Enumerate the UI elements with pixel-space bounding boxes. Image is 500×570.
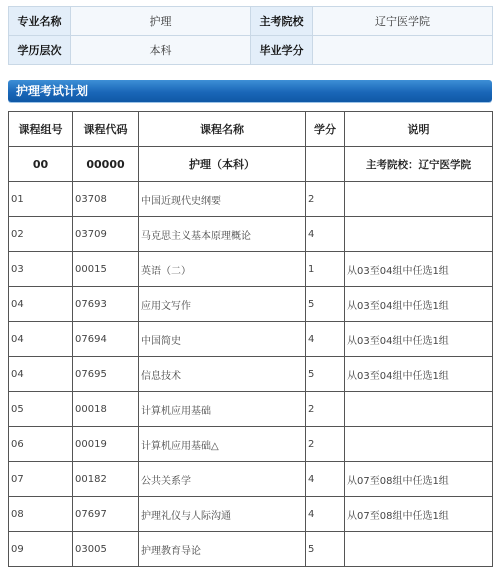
cell-course-name: 护理礼仪与人际沟通: [139, 497, 306, 532]
cell-course-code: 03709: [73, 217, 139, 252]
cell-note: [345, 392, 493, 427]
cell-note: 从07至08组中任选1组: [345, 462, 493, 497]
cell-group-number: 04: [9, 287, 73, 322]
cell-note: [345, 217, 493, 252]
program-info-table: [8, 6, 493, 65]
cell-credit: 1: [306, 252, 345, 287]
header-course-code: 课程代码: [73, 112, 139, 147]
degree-level-label: 学历层次: [9, 36, 71, 65]
cell-course-code: 00018: [73, 392, 139, 427]
info-row: [9, 36, 493, 65]
major-name-label: 专业名称: [9, 7, 71, 36]
degree-level-value: 本科: [71, 36, 251, 65]
table-row: [9, 357, 493, 392]
cell-course-code: 03005: [73, 532, 139, 567]
summary-note: 主考院校：辽宁医学院: [345, 147, 493, 182]
cell-credit: 2: [306, 427, 345, 462]
cell-course-code: 00015: [73, 252, 139, 287]
cell-credit: 5: [306, 532, 345, 567]
table-row: [9, 322, 493, 357]
table-row: [9, 217, 493, 252]
cell-credit: 4: [306, 497, 345, 532]
cell-course-code: 00019: [73, 427, 139, 462]
graduation-credits-label: 毕业学分: [251, 36, 313, 65]
cell-course-name: 计算机应用基础: [139, 392, 306, 427]
table-row: [9, 427, 493, 462]
summary-name: 护理（本科）: [139, 147, 306, 182]
cell-course-code: 07695: [73, 357, 139, 392]
section-title: 护理考试计划: [16, 84, 89, 98]
cell-group-number: 06: [9, 427, 73, 462]
institution-value: 辽宁医学院: [313, 7, 493, 36]
cell-course-name: 公共关系学: [139, 462, 306, 497]
institution-label: 主考院校: [251, 7, 313, 36]
cell-course-code: 07694: [73, 322, 139, 357]
cell-course-code: 07697: [73, 497, 139, 532]
summary-code: 00000: [73, 147, 139, 182]
cell-course-name: 中国简史: [139, 322, 306, 357]
cell-course-name: 护理教育导论: [139, 532, 306, 567]
cell-course-name: 中国近现代史纲要: [139, 182, 306, 217]
cell-note: 从03至04组中任选1组: [345, 287, 493, 322]
cell-course-name: 应用文写作: [139, 287, 306, 322]
table-row: [9, 497, 493, 532]
cell-credit: 2: [306, 392, 345, 427]
cell-course-name: 计算机应用基础△: [139, 427, 306, 462]
section-header-bar: [8, 80, 492, 102]
table-header-row: [9, 112, 493, 147]
cell-group-number: 03: [9, 252, 73, 287]
cell-credit: 4: [306, 462, 345, 497]
exam-plan-table: [8, 111, 493, 567]
cell-credit: 5: [306, 287, 345, 322]
cell-group-number: 09: [9, 532, 73, 567]
cell-group-number: 04: [9, 322, 73, 357]
cell-note: 从03至04组中任选1组: [345, 252, 493, 287]
table-row: [9, 532, 493, 567]
table-row: [9, 287, 493, 322]
cell-group-number: 04: [9, 357, 73, 392]
cell-course-code: 07693: [73, 287, 139, 322]
table-row: [9, 252, 493, 287]
table-row: [9, 182, 493, 217]
cell-group-number: 08: [9, 497, 73, 532]
header-course-name: 课程名称: [139, 112, 306, 147]
major-name-value: 护理: [71, 7, 251, 36]
header-credit: 学分: [306, 112, 345, 147]
cell-course-code: 00182: [73, 462, 139, 497]
cell-note: [345, 427, 493, 462]
header-note: 说明: [345, 112, 493, 147]
cell-course-name: 信息技术: [139, 357, 306, 392]
cell-course-name: 英语（二）: [139, 252, 306, 287]
cell-note: [345, 182, 493, 217]
cell-note: 从03至04组中任选1组: [345, 322, 493, 357]
cell-course-code: 03708: [73, 182, 139, 217]
cell-note: 从07至08组中任选1组: [345, 497, 493, 532]
table-row: [9, 462, 493, 497]
summary-group: 00: [9, 147, 73, 182]
info-row: [9, 7, 493, 36]
summary-credit: [306, 147, 345, 182]
cell-note: [345, 532, 493, 567]
cell-course-name: 马克思主义基本原理概论: [139, 217, 306, 252]
cell-credit: 2: [306, 182, 345, 217]
cell-credit: 4: [306, 217, 345, 252]
cell-group-number: 07: [9, 462, 73, 497]
cell-credit: 5: [306, 357, 345, 392]
cell-group-number: 05: [9, 392, 73, 427]
cell-note: 从03至04组中任选1组: [345, 357, 493, 392]
graduation-credits-value: [313, 36, 493, 65]
cell-credit: 4: [306, 322, 345, 357]
header-group-number: 课程组号: [9, 112, 73, 147]
cell-group-number: 01: [9, 182, 73, 217]
cell-group-number: 02: [9, 217, 73, 252]
table-row: [9, 392, 493, 427]
summary-row: [9, 147, 493, 182]
